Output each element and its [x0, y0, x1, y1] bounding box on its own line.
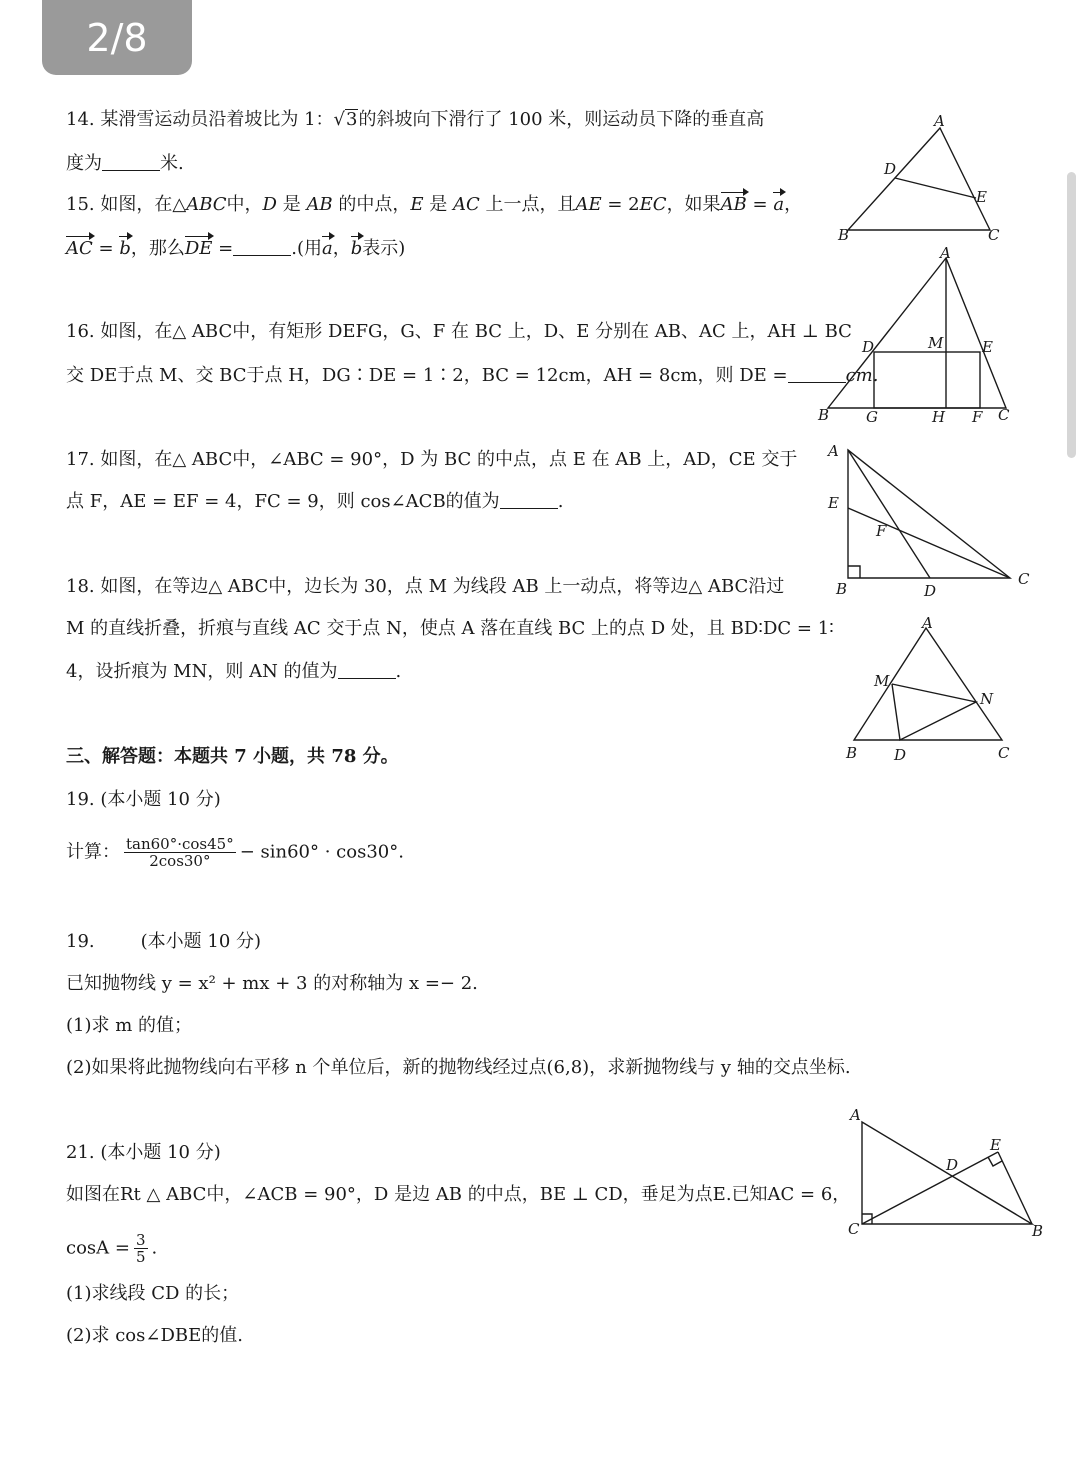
- figure-q21: [840, 1104, 1050, 1244]
- svg-text:C: C: [988, 226, 1000, 244]
- q21-line1: 如图在Rt △ ABC中，∠ACB = 90°，D 是边 AB 的中点，BE ⊥ CD，垂足为点E.已知AC = 6，: [66, 1184, 851, 1205]
- svg-text:H: H: [932, 408, 946, 426]
- q14-line1: 14. 某滑雪运动员沿着坡比为 1：√3的斜坡向下滑行了 100 米，则运动员下降的垂直高: [66, 109, 765, 130]
- svg-text:G: G: [866, 408, 878, 426]
- q19b-line1: 已知抛物线 y = x² + mx + 3 的对称轴为 x =− 2.: [66, 973, 478, 994]
- svg-text:A: A: [922, 614, 933, 632]
- svg-text:D: D: [924, 582, 937, 600]
- q21-header: 21. (本小题 10 分): [66, 1142, 221, 1163]
- figure-q17: [822, 438, 1034, 600]
- answer-blank-14: [102, 152, 160, 171]
- vector-de: DE: [184, 238, 213, 259]
- svg-text:D: D: [862, 338, 875, 356]
- q19b-part2: (2)如果将此抛物线向右平移 n 个单位后，新的抛物线经过点(6,8)，求新抛物线与 y 轴的交点坐标.: [66, 1057, 851, 1078]
- svg-text:B: B: [818, 406, 830, 424]
- q21-part2: (2)求 cos∠DBE的值.: [66, 1325, 243, 1346]
- scrollbar[interactable]: [1067, 172, 1076, 458]
- q15-line2: AC = b，那么DE = .(用a，b表示): [66, 238, 406, 259]
- vector-b-2: b: [350, 238, 363, 259]
- answer-blank-18: [338, 660, 396, 679]
- svg-text:A: A: [934, 112, 945, 130]
- fraction-trig: $\frac{\tan 60^\circ\cdot\cos 45^\circ}{2\cos 30^\circ}$: [126, 835, 234, 870]
- figure-q18: [840, 612, 1020, 762]
- page-indicator: 2/8: [42, 0, 192, 75]
- svg-text:C: C: [998, 406, 1010, 424]
- vector-b: b: [119, 238, 131, 259]
- figure-q15: [830, 112, 1010, 247]
- q15-line1: 15. 如图，在△ABC中，D 是 AB 的中点，E 是 AC 上一点，且AE = 2EC，如果AB = a，: [66, 194, 803, 215]
- svg-text:A: A: [828, 442, 839, 460]
- sqrt-three: 3: [346, 109, 358, 130]
- fraction-cos: $\frac{3}{5}$: [135, 1231, 146, 1266]
- svg-text:C: C: [998, 744, 1010, 762]
- section-heading: 三、解答题：本题共 7 小题，共 78 分。: [66, 746, 399, 767]
- svg-text:C: C: [1018, 570, 1030, 588]
- q16-line1: 16. 如图，在△ ABC中，有矩形 DEFG，G、F 在 BC 上，D、E 分别在 AB、AC 上，AH ⊥ BC: [66, 321, 852, 342]
- vector-ab: AB: [720, 194, 747, 215]
- svg-text:D: D: [894, 746, 907, 762]
- svg-text:E: E: [976, 188, 987, 206]
- q19b-part1: (1)求 m 的值；: [66, 1015, 193, 1036]
- svg-text:A: A: [940, 244, 951, 262]
- q18-line3: 4，设折痕为 MN，则 AN 的值为 .: [66, 661, 402, 682]
- q17-line1: 17. 如图，在△ ABC中，∠ABC = 90°，D 为 BC 的中点，点 E 在 AB 上，AD，CE 交于: [66, 449, 798, 470]
- svg-text:D: D: [884, 160, 897, 178]
- svg-text:B: B: [1032, 1222, 1044, 1240]
- svg-text:A: A: [850, 1106, 861, 1124]
- svg-text:D: D: [946, 1156, 959, 1174]
- vector-a: a: [773, 194, 785, 215]
- figure-q16: [812, 244, 1012, 426]
- vector-a-2: a: [321, 238, 333, 259]
- q17-line2: 点 F，AE = EF = 4，FC = 9，则 cos∠ACB的值为 .: [66, 491, 564, 512]
- q19b-header: 19. (本小题 10 分): [66, 931, 262, 952]
- q21-part1: (1)求线段 CD 的长；: [66, 1283, 240, 1304]
- q21-cos: cosA = $\frac{3}{5}$ .: [66, 1231, 158, 1266]
- svg-text:C: C: [848, 1220, 860, 1238]
- q18-line1: 18. 如图，在等边△ ABC中，边长为 30，点 M 为线段 AB 上一动点，将等边△ ABC沿过: [66, 576, 785, 597]
- svg-text:F: F: [876, 522, 887, 540]
- svg-text:B: B: [838, 226, 850, 244]
- svg-text:F: F: [972, 408, 983, 426]
- svg-text:M: M: [874, 672, 890, 690]
- svg-text:E: E: [982, 338, 993, 356]
- q19-calc: 计算： $\frac{\tan 60^\circ\cdot\cos 45^\circ}{2\cos 30^\circ}$ − sin60° · cos30°.: [66, 835, 404, 870]
- svg-text:E: E: [990, 1136, 1001, 1154]
- q18-line2: M 的直线折叠，折痕与直线 AC 交于点 N，使点 A 落在直线 BC 上的点 D 处，且 BD∶DC = 1∶: [66, 618, 834, 639]
- answer-blank-15: [233, 237, 291, 256]
- svg-text:M: M: [928, 334, 944, 352]
- svg-text:E: E: [828, 494, 839, 512]
- svg-text:N: N: [980, 690, 994, 708]
- q16-line2: 交 DE于点 M、交 BC于点 H，DG∶DE = 1∶2，BC = 12cm，AH = 8cm，则 DE = cm.: [66, 365, 879, 386]
- vector-ac: AC: [66, 238, 93, 259]
- svg-text:B: B: [846, 744, 858, 762]
- svg-text:B: B: [836, 580, 848, 598]
- q19-header: 19. (本小题 10 分): [66, 789, 221, 810]
- q14-line2: 度为 米.: [66, 153, 184, 174]
- answer-blank-17: [500, 490, 558, 509]
